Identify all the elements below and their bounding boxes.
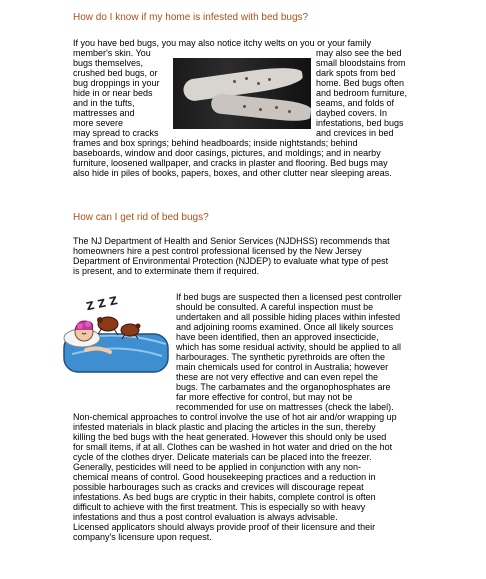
paragraph-line: infested materials in black plastic and placing the articles in the sun, thereby bbox=[73, 422, 376, 432]
paragraph-line: company's licensure upon request. bbox=[73, 532, 212, 542]
paragraph-line: and bedroom furniture, bbox=[316, 88, 408, 98]
paragraph-line: homeowners hire a pest control professional licensed by the New Jersey bbox=[73, 246, 362, 256]
paragraph-line: Licensed applicators should always provide proof of their licensure and their bbox=[73, 522, 376, 532]
paragraph-line: Department of Environmental Protection (NJDEP) to evaluate what type of pest bbox=[73, 256, 389, 266]
paragraph-line: furniture, loosened wallpaper, and cracks in plaster and flooring. Bed bugs may bbox=[73, 158, 388, 168]
arms-with-bite-welts-photo bbox=[173, 58, 311, 129]
paragraph-line: may also see the bed bbox=[316, 48, 402, 58]
paragraph-line: bugs themselves, bbox=[73, 58, 144, 68]
paragraph-line: these are not very effective and can even repel the bbox=[176, 372, 378, 382]
paragraph-line: cycle of the clothes dryer. Delicate materials can be placed into the freezer. bbox=[73, 452, 372, 462]
paragraph-line: should be consulted. A careful inspection must be bbox=[176, 302, 374, 312]
paragraph-line: small bloodstains from bbox=[316, 58, 406, 68]
section-heading-infestation: How do I know if my home is infested with bed bugs? bbox=[73, 12, 309, 23]
paragraph-line: baseboards, window and door casings, pictures, and moldings; and in nearby bbox=[73, 148, 381, 158]
paragraph-line: infestations. As bed bugs are cryptic in their habits, complete control is often bbox=[73, 492, 376, 502]
section-heading-removal: How can I get rid of bed bugs? bbox=[73, 212, 209, 223]
sleeping-person-with-bed-bugs-cartoon bbox=[58, 290, 173, 380]
paragraph-line: dark spots from bed bbox=[316, 68, 396, 78]
paragraph-line: infestations, bed bugs bbox=[316, 118, 404, 128]
snore-text: Z Z Z bbox=[85, 294, 119, 314]
paragraph-line: member's skin. You bbox=[73, 48, 151, 58]
paragraph-line: bug droppings in your bbox=[73, 78, 160, 88]
paragraph-line: killing the bed bugs with the heat generated. However this should only be used bbox=[73, 432, 387, 442]
paragraph-line: and adjoining rooms examined. Once all likely sources bbox=[176, 322, 394, 332]
paragraph-line: undertaken and all possible hiding places within infested bbox=[176, 312, 401, 322]
paragraph-line: Generally, pesticides will need to be applied in conjunction with any non- bbox=[73, 462, 362, 472]
paragraph-line: more severe bbox=[73, 118, 124, 128]
paragraph-line: crushed bed bugs, or bbox=[73, 68, 158, 78]
paragraph-line: bugs. The carbamates and the organophosphates are bbox=[176, 382, 391, 392]
paragraph-line: Non-chemical approaches to control involve the use of hot air and/or wrapping up bbox=[73, 412, 397, 422]
paragraph-line: for small items, if at all. Clothes can be washed in hot water and dried on the hot bbox=[73, 442, 393, 452]
paragraph-line: hide in or near beds bbox=[73, 88, 153, 98]
paragraph-line: far more effective for control, but may not be bbox=[176, 392, 353, 402]
paragraph-line: also hide in piles of books, papers, boxes, and other clutter near sleeping areas. bbox=[73, 168, 392, 178]
paragraph-line: frames and box springs; behind headboards; inside nightstands; behind bbox=[73, 138, 358, 148]
paragraph-line: mattresses and bbox=[73, 108, 135, 118]
paragraph-line: daybed covers. In bbox=[316, 108, 388, 118]
paragraph-line: The NJ Department of Health and Senior Services (NJDHSS) recommends that bbox=[73, 236, 390, 246]
paragraph-line: infestations and thus a post control evaluation is always advisable. bbox=[73, 512, 338, 522]
paragraph-line: have been identified, then an approved insecticide, bbox=[176, 332, 379, 342]
paragraph-line: and crevices in bed bbox=[316, 128, 394, 138]
paragraph-line: difficult to achieve with the first treatment. This is especially so with heavy bbox=[73, 502, 366, 512]
paragraph-line: and in the tufts, bbox=[73, 98, 135, 108]
paragraph-line: home. Bed bugs often bbox=[316, 78, 405, 88]
paragraph-line: which has some residual activity, should be applied to all bbox=[176, 342, 401, 352]
paragraph-line: possible harbourages such as cracks and crevices will discourage repeat bbox=[73, 482, 364, 492]
paragraph-line: chemical means of control. Good housekeeping practices and a reduction in bbox=[73, 472, 376, 482]
paragraph-line: recommended for use on mattresses (check the label). bbox=[176, 402, 394, 412]
paragraph-line: seams, and folds of bbox=[316, 98, 395, 108]
paragraph-line: If bed bugs are suspected then a licensed pest controller bbox=[176, 292, 402, 302]
paragraph-line: If you have bed bugs, you may also notice itchy welts on you or your family bbox=[73, 38, 372, 48]
paragraph-line: harbourages. The synthetic pyrethroids are often the bbox=[176, 352, 385, 362]
paragraph-line: main chemicals used for control in Australia; however bbox=[176, 362, 389, 372]
paragraph-line: is present, and to exterminate them if required. bbox=[73, 266, 260, 276]
paragraph-line: may spread to cracks bbox=[73, 128, 159, 138]
